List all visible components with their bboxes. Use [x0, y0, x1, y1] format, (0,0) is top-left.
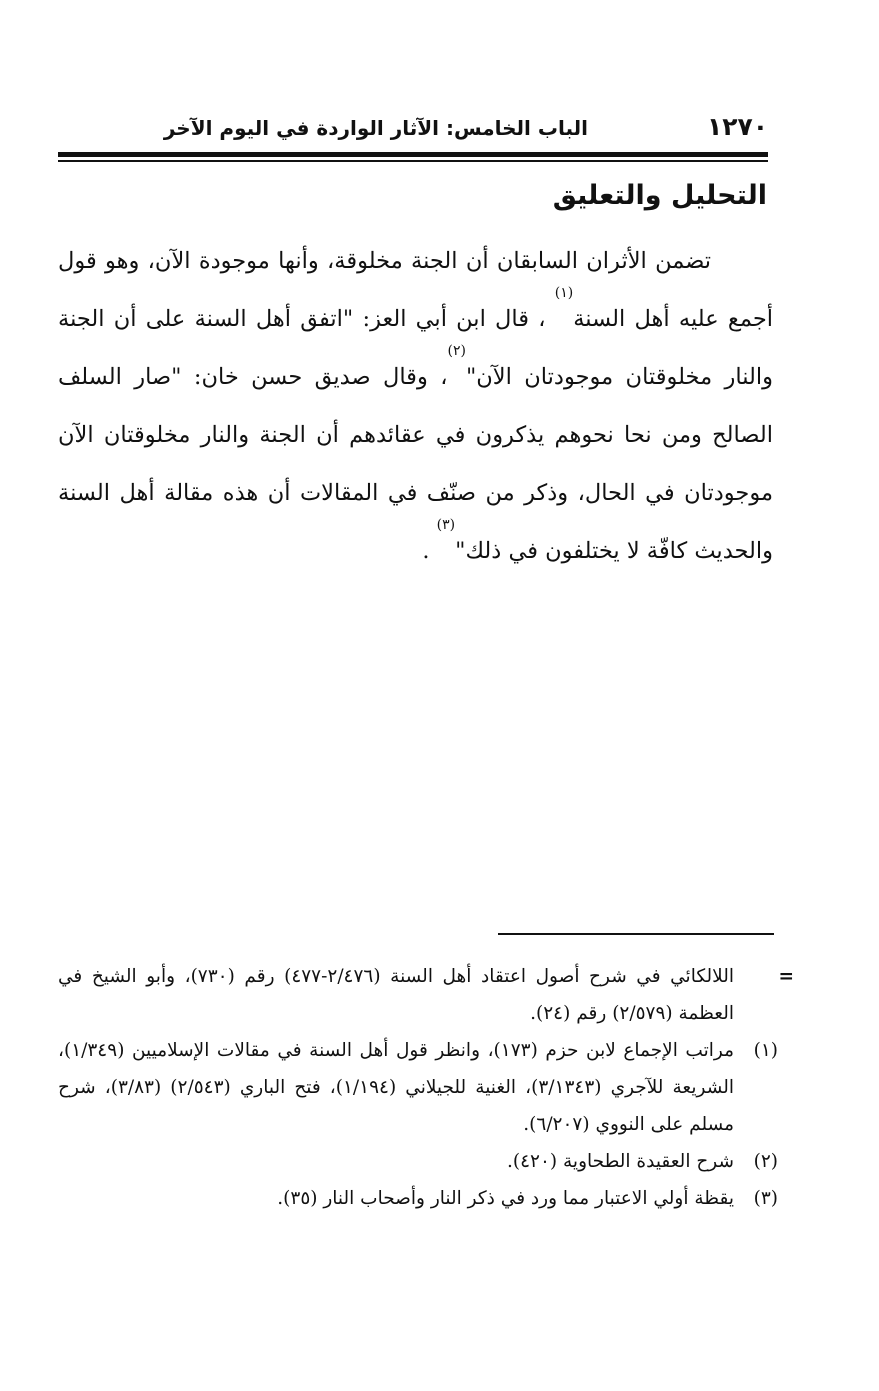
footnote-number: (٢) [753, 1151, 778, 1172]
footnote-ref-3: (٣) [436, 517, 456, 533]
footnote-continuation-text: اللالكائي في شرح أصول اعتقاد أهل السنة (٢/٤٧٦-٤٧٧) رقم (٧٣٠)، وأبو الشيخ في العظمة (٢/٥٧٩) رقم (٢٤). [58, 966, 734, 1024]
body-text-part-1: تضمن الأثران السابقان أن الجنة مخلوقة، وأنها موجودة الآن، وهو قول أجمع عليه أهل السنة [58, 248, 773, 332]
footnote-number: (٣) [753, 1188, 778, 1209]
footnote-item [58, 1143, 778, 1180]
running-title: الباب الخامس: الآثار الواردة في اليوم الآخر [163, 116, 588, 140]
body-text-end: . [422, 538, 430, 564]
footnote-text: مراتب الإجماع لابن حزم (١٧٣)، وانظر قول أهل السنة في مقالات الإسلاميين (١/٣٤٩)، الشريعة للآجري (٣/١٣٤٣)، الغنية للجيلاني (١/١٩٤)، فتح الباري (٢/٥٤٣) (٣/٨٣)، شرح مسلم على النووي (٦/٢٠٧). [58, 1040, 734, 1135]
body-text-part-3: ، وقال صديق حسن خان: "صار السلف الصالح ومن نحا نحوهم يذكرون في عقائدهم أن الجنة والنار مخلوقتان الآن موجودتان في الحال، وذكر من صنّف في المقالات أن هذه مقالة أهل السنة والحديث كافّة لا يختلفون في ذلك" [58, 364, 773, 564]
footnote-item [58, 1180, 778, 1217]
header-rule-thick [58, 152, 768, 157]
page-header [58, 108, 768, 148]
section-title: التحليل والتعليق [552, 180, 767, 211]
footnote-separator [498, 933, 774, 935]
footnote-ref-1: (١) [554, 285, 574, 301]
continuation-mark: = [778, 966, 794, 987]
body-text [58, 232, 773, 580]
footnote-ref-2: (٢) [447, 343, 466, 359]
footnote-text: شرح العقيدة الطحاوية (٤٢٠). [506, 1151, 734, 1172]
footnote-number: (١) [753, 1040, 778, 1061]
body-text-part-2: ، قال ابن أبي العز: "اتفق أهل السنة على أن الجنة والنار مخلوقتان موجودتان الآن" [58, 306, 773, 390]
footnote-text: يقظة أولي الاعتبار مما ورد في ذكر النار وأصحاب النار (٣٥). [277, 1188, 734, 1209]
footnote-continuation [58, 958, 794, 1032]
footnote-item [58, 1032, 778, 1143]
page-number: ١٢٧٠ [706, 112, 768, 141]
header-rule-thin [58, 160, 768, 162]
footnotes [58, 958, 794, 1217]
body-paragraph [58, 232, 773, 580]
